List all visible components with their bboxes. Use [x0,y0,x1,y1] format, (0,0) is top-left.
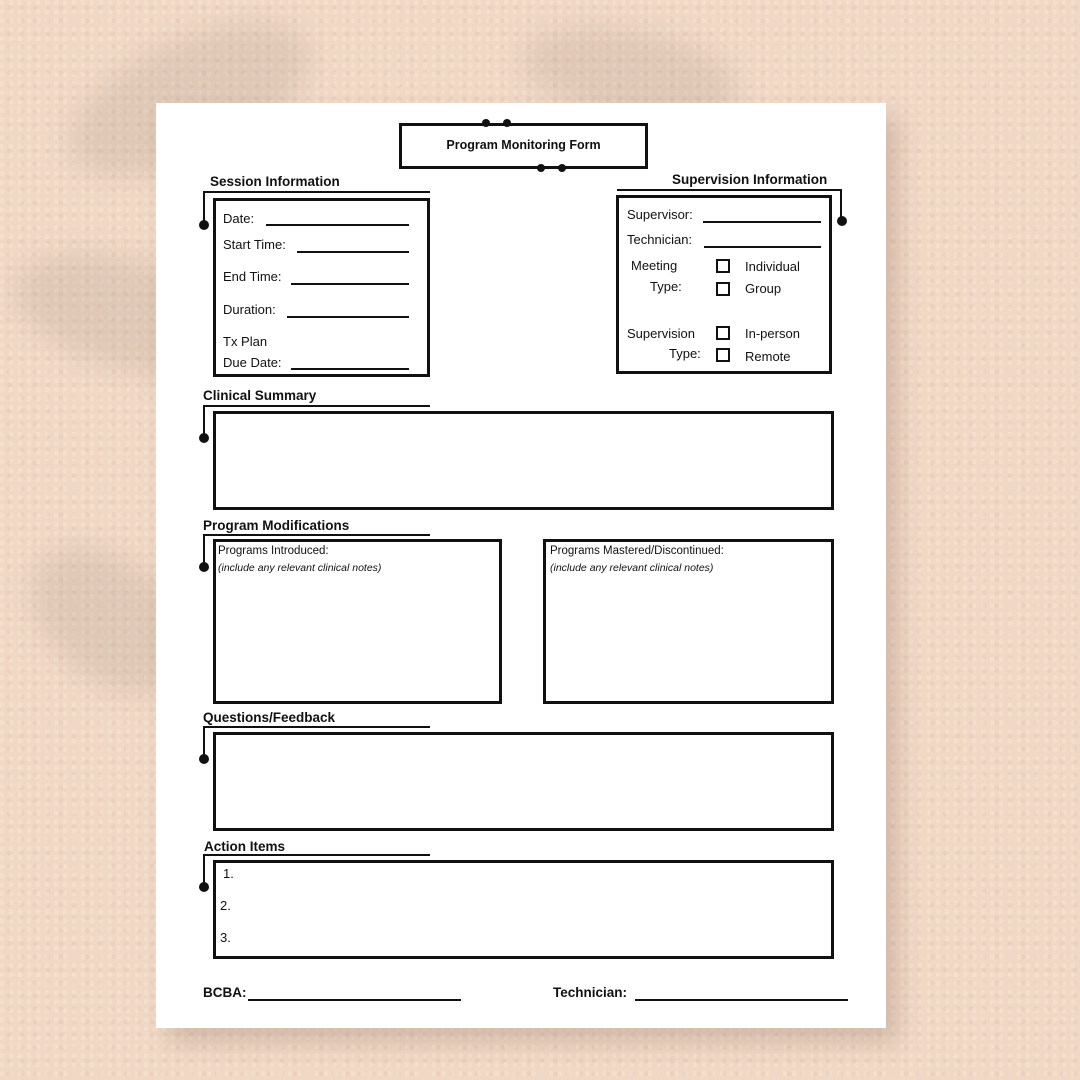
duration-label: Duration: [223,302,276,317]
due-date-label: Due Date: [223,355,282,370]
programs-introduced-label: Programs Introduced: [218,545,329,557]
supervision-label: Supervision [627,326,695,341]
section-dot [199,562,209,572]
form-page [156,103,886,1028]
start-time-field[interactable] [297,251,409,253]
action-item-number: 3. [220,930,231,945]
programs-mastered-note: (include any relevant clinical notes) [550,562,714,574]
group-label: Group [745,281,782,296]
section-rule [617,189,842,191]
group-checkbox[interactable] [716,282,730,296]
title-connector-dot [503,119,511,127]
technician-field[interactable] [704,246,821,248]
meeting-type-label: Type: [650,279,682,294]
action-item-number: 1. [223,866,234,881]
supervisor-label: Supervisor: [627,207,693,222]
section-rule [203,854,205,884]
technician-label: Technician: [627,232,693,247]
duration-field[interactable] [287,316,409,318]
questions-box[interactable] [213,732,834,831]
action-items-heading: Action Items [204,839,286,854]
section-rule [840,189,842,219]
section-rule [203,191,430,193]
supervision-heading: Supervision Information [672,172,828,187]
section-rule [203,854,430,856]
action-item-number: 2. [220,898,231,913]
section-rule [203,726,430,728]
form-title: Program Monitoring Form [446,138,601,152]
clinical-summary-heading: Clinical Summary [203,388,317,403]
end-time-field[interactable] [291,283,409,285]
section-dot [837,216,847,226]
program-mods-heading: Program Modifications [203,518,350,533]
individual-label: Individual [745,259,800,274]
section-dot [199,433,209,443]
in-person-checkbox[interactable] [716,326,730,340]
bcba-signature-field[interactable] [248,999,461,1001]
title-connector-dot [537,164,545,172]
programs-introduced-note: (include any relevant clinical notes) [218,562,382,574]
technician-signature-label: Technician: [553,985,628,1000]
questions-heading: Questions/Feedback [203,710,336,725]
section-rule [203,534,205,564]
supervisor-field[interactable] [703,221,821,223]
in-person-label: In-person [745,326,800,341]
section-rule [203,405,430,407]
title-connector-dot [482,119,490,127]
section-rule [203,534,430,536]
due-date-field[interactable] [291,368,409,370]
tx-plan-label: Tx Plan [223,334,268,349]
section-dot [199,220,209,230]
meeting-label: Meeting [631,258,678,273]
session-heading: Session Information [210,174,340,189]
section-rule [203,405,205,435]
form-canvas [156,103,886,1028]
programs-mastered-label: Programs Mastered/Discontinued: [550,545,724,557]
action-items-box[interactable] [213,860,834,959]
section-rule [203,726,205,756]
date-field[interactable] [266,224,409,226]
section-dot [199,882,209,892]
date-label: Date: [223,211,255,226]
start-time-label: Start Time: [223,237,286,252]
clinical-summary-box[interactable] [213,411,834,510]
technician-signature-field[interactable] [635,999,848,1001]
end-time-label: End Time: [223,269,282,284]
section-dot [199,754,209,764]
remote-label: Remote [745,349,791,364]
individual-checkbox[interactable] [716,259,730,273]
remote-checkbox[interactable] [716,348,730,362]
title-connector-dot [558,164,566,172]
supervision-type-label: Type: [669,346,701,361]
bcba-signature-label: BCBA: [203,985,247,1000]
